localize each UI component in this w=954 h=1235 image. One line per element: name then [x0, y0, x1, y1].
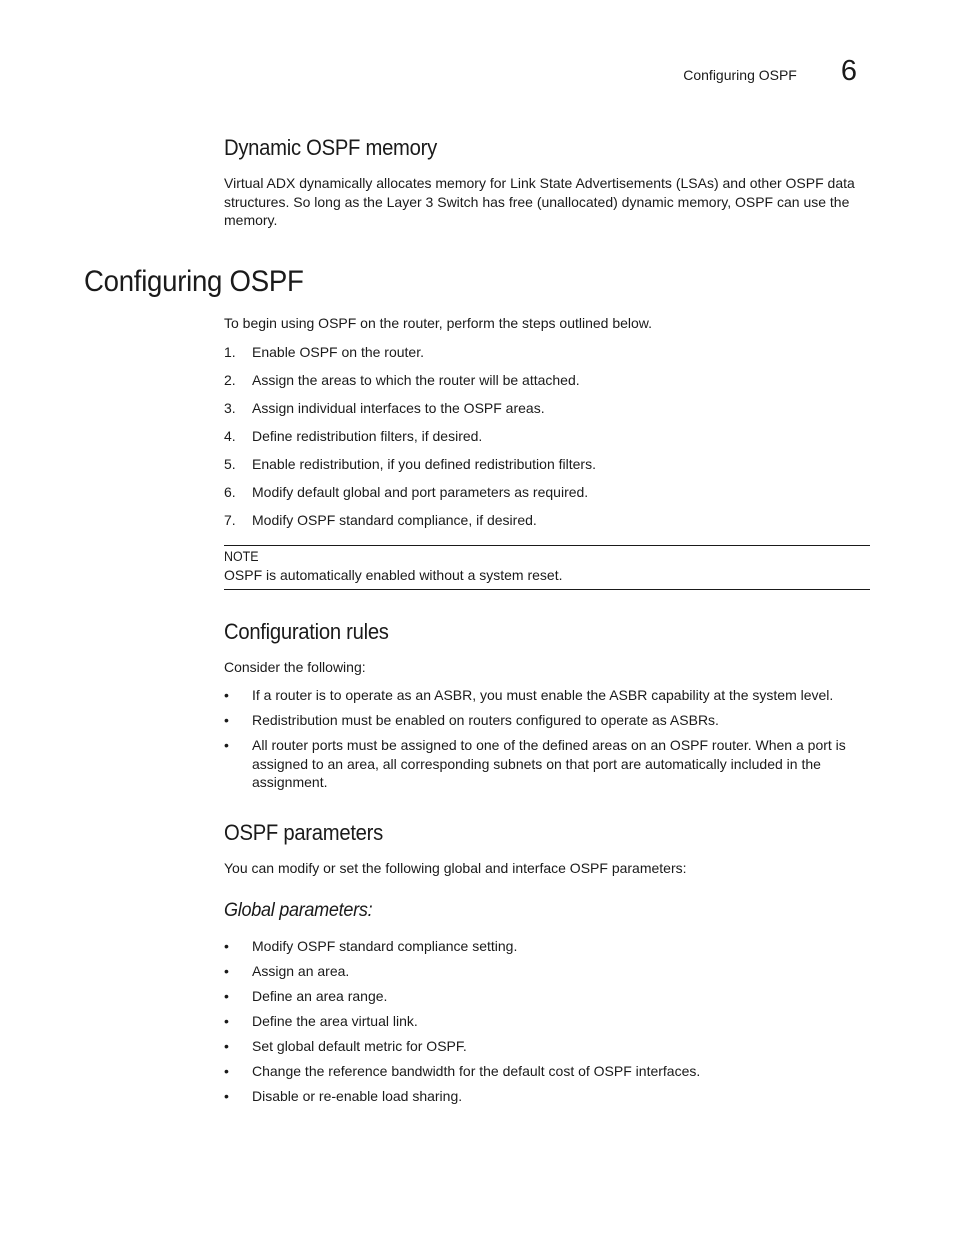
step-number: 6.	[224, 484, 236, 500]
list-item	[224, 736, 870, 792]
step-text: Modify default global and port parameters as required.	[252, 484, 589, 500]
step-number: 4.	[224, 428, 236, 444]
step-text: Enable OSPF on the router.	[252, 344, 424, 360]
rule-text: If a router is to operate as an ASBR, you must enable the ASBR capability at the system level.	[252, 687, 834, 703]
parameter-text: Set global default metric for OSPF.	[252, 1038, 467, 1054]
list-item	[224, 483, 870, 502]
bullet-icon: •	[224, 1063, 229, 1079]
list-item	[224, 1037, 870, 1056]
step-number: 2.	[224, 372, 236, 388]
step-number: 1.	[224, 344, 236, 360]
step-text: Define redistribution filters, if desired.	[252, 428, 483, 444]
chapter-number: 6	[840, 55, 857, 87]
list-item	[224, 937, 870, 956]
list-item	[224, 987, 870, 1006]
list-item	[224, 455, 870, 474]
heading-configuration-rules: Configuration rules	[224, 619, 389, 644]
note-label: NOTE	[224, 549, 259, 564]
bullet-icon: •	[224, 963, 229, 979]
list-item	[224, 711, 870, 730]
parameter-text: Assign an area.	[252, 963, 350, 979]
rules-intro: Consider the following:	[224, 659, 366, 675]
list-item	[224, 427, 870, 446]
step-text: Assign the areas to which the router will be attached.	[252, 372, 580, 388]
note-box	[224, 545, 870, 590]
list-item	[224, 1012, 870, 1031]
parameter-text: Define the area virtual link.	[252, 1013, 418, 1029]
step-number: 5.	[224, 456, 236, 472]
step-text: Assign individual interfaces to the OSPF areas.	[252, 400, 545, 416]
bullet-icon: •	[224, 988, 229, 1004]
list-item	[224, 1087, 870, 1106]
list-item	[224, 511, 870, 530]
bullet-icon: •	[224, 687, 229, 703]
running-header-section: Configuring OSPF	[683, 67, 797, 83]
bullet-icon: •	[224, 1088, 229, 1104]
running-header	[683, 55, 857, 87]
rule-text: All router ports must be assigned to one of the defined areas on an OSPF router. When a port is assigned to an area, all corresponding subnets on that port are automatically included in the assignment.	[252, 737, 846, 790]
parameter-text: Define an area range.	[252, 988, 388, 1004]
list-item	[224, 686, 870, 705]
bullet-icon: •	[224, 737, 229, 753]
step-text: Modify OSPF standard compliance, if desired.	[252, 512, 537, 528]
parameters-intro: You can modify or set the following global and interface OSPF parameters:	[224, 860, 687, 876]
bullet-icon: •	[224, 1013, 229, 1029]
heading-configuring-ospf: Configuring OSPF	[84, 265, 304, 298]
heading-global-parameters: Global parameters:	[224, 900, 373, 921]
heading-dynamic-ospf-memory: Dynamic OSPF memory	[224, 135, 437, 160]
heading-ospf-parameters: OSPF parameters	[224, 820, 383, 845]
step-number: 7.	[224, 512, 236, 528]
rules-list	[224, 686, 870, 798]
bullet-icon: •	[224, 1038, 229, 1054]
rule-text: Redistribution must be enabled on routers configured to operate as ASBRs.	[252, 712, 719, 728]
bullet-icon: •	[224, 712, 229, 728]
list-item	[224, 371, 870, 390]
step-number: 3.	[224, 400, 236, 416]
list-item	[224, 343, 870, 362]
note-text: OSPF is automatically enabled without a system reset.	[224, 567, 563, 583]
step-text: Enable redistribution, if you defined redistribution filters.	[252, 456, 596, 472]
global-parameters-list	[224, 937, 870, 1112]
list-item	[224, 1062, 870, 1081]
list-item	[224, 399, 870, 418]
parameter-text: Modify OSPF standard compliance setting.	[252, 938, 518, 954]
parameter-text: Disable or re-enable load sharing.	[252, 1088, 463, 1104]
parameter-text: Change the reference bandwidth for the default cost of OSPF interfaces.	[252, 1063, 701, 1079]
configuring-steps-list	[224, 343, 870, 539]
dynamic-memory-body: Virtual ADX dynamically allocates memory for Link State Advertisements (LSAs) and other OSPF data structures. So long as the Layer 3 Switch has free (unallocated) dynamic memory, OSPF can use the memory.	[224, 175, 855, 228]
list-item	[224, 962, 870, 981]
configuring-intro: To begin using OSPF on the router, perform the steps outlined below.	[224, 315, 653, 331]
bullet-icon: •	[224, 938, 229, 954]
